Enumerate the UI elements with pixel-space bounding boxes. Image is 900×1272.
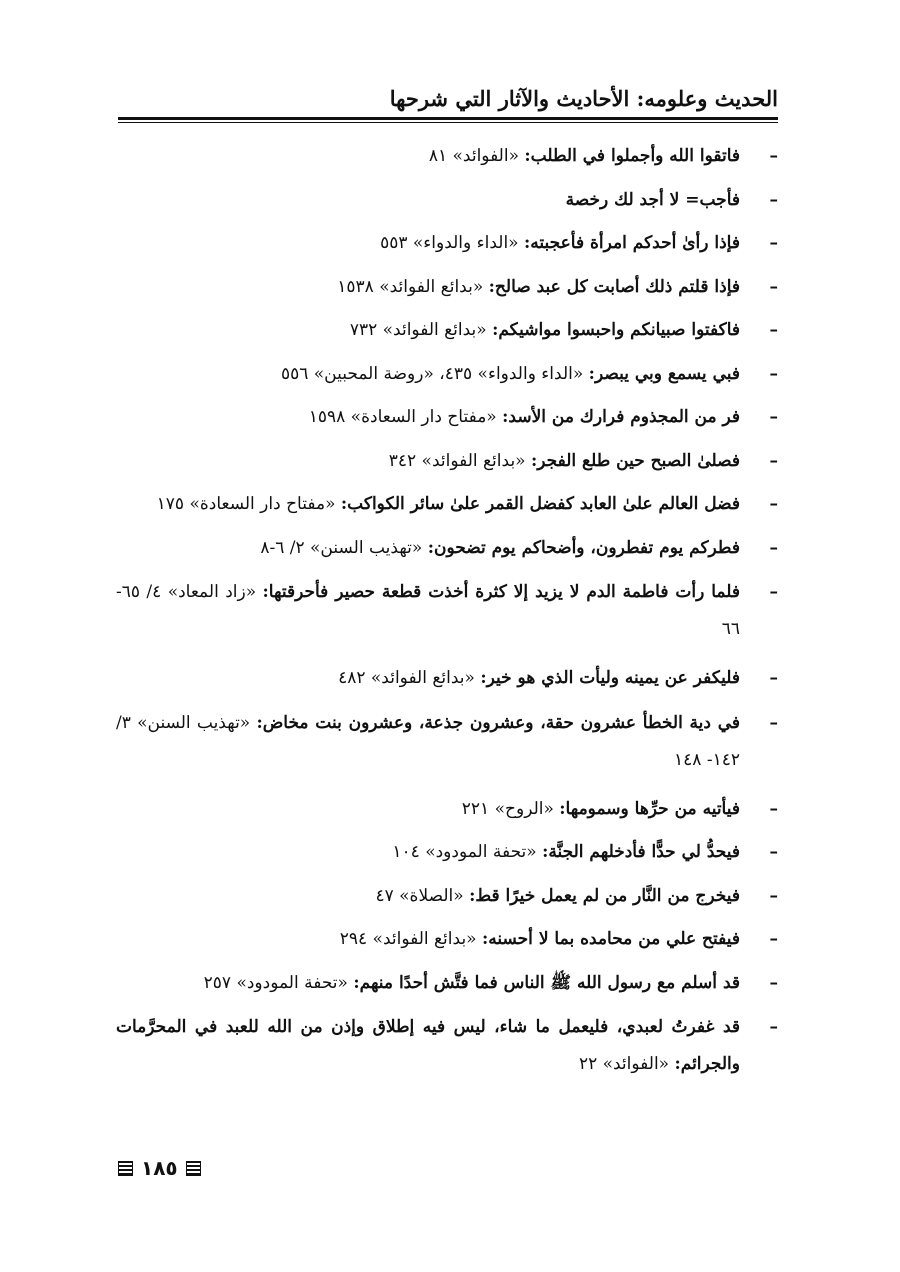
list-item <box>116 267 778 311</box>
hadith-text: فإذا رأىٰ أحدكم امرأة فأعجبته: <box>524 233 740 253</box>
hadith-text: فاتقوا الله وأجملوا في الطلب: <box>524 146 740 166</box>
ornament-icon <box>118 1161 133 1176</box>
hadith-text: فيفتح علي من محامده بما لا أحسنه: <box>481 929 740 949</box>
bullet-dash: – <box>769 146 778 166</box>
list-item <box>116 180 778 224</box>
header-rule-thin <box>118 122 778 123</box>
page-footer <box>118 1156 201 1180</box>
list-item <box>116 223 778 267</box>
ornament-icon <box>186 1161 201 1176</box>
list-item <box>116 1006 778 1093</box>
bullet-dash: – <box>769 712 778 733</box>
bullet-dash: – <box>769 494 778 514</box>
reference-text: «بدائع الفوائد» ٤٨٢ <box>338 668 475 688</box>
bullet-dash: – <box>769 1017 778 1037</box>
reference-text: «بدائع الفوائد» ٢٩٤ <box>339 929 477 949</box>
bullet-dash: – <box>769 972 778 993</box>
list-item <box>116 441 778 485</box>
reference-text: «تحفة المودود» ١٠٤ <box>392 842 537 862</box>
list-item <box>116 832 778 876</box>
bullet-dash: – <box>769 363 778 384</box>
list-item <box>116 484 778 528</box>
reference-text: «زاد المعاد» ٤/ ٦٥- ٦٦ <box>116 582 740 639</box>
hadith-text: فيخرج من النَّار من لم يعمل خيرًا قط: <box>469 885 740 906</box>
reference-text: «الفوائد» ٨١ <box>428 146 519 166</box>
hadith-text: فيأتيه من حرِّها وسمومها: <box>559 798 740 819</box>
list-item <box>116 310 778 354</box>
list-item <box>116 702 778 789</box>
bullet-dash: – <box>769 668 778 688</box>
reference-text: «مفتاح دار السعادة» ١٥٩٨ <box>308 407 497 427</box>
reference-text: «تهذيب السنن» ٢/ ٦-٨ <box>260 537 423 558</box>
bullet-dash: – <box>769 450 778 471</box>
list-item <box>116 789 778 833</box>
bullet-dash: – <box>769 582 778 602</box>
list-item <box>116 136 778 180</box>
reference-text: «بدائع الفوائد» ٧٣٢ <box>349 320 487 340</box>
running-header-title: الحديث وعلومه: الأحاديث والآثار التي شرحها <box>389 86 778 111</box>
list-item <box>116 397 778 441</box>
hadith-text: فر من المجذوم فرارك من الأسد: <box>502 407 740 427</box>
reference-text: «الداء والدواء» ٤٣٥، «روضة المحبين» ٥٥٦ <box>280 363 584 384</box>
bullet-dash: – <box>769 842 778 862</box>
hadith-index-list <box>116 136 778 1093</box>
list-item <box>116 919 778 963</box>
hadith-text: فيحدُّ لي حدًّا فأدخلهم الجنَّة: <box>542 842 740 862</box>
reference-text: «مفتاح دار السعادة» ١٧٥ <box>156 494 336 514</box>
reference-text: «الروح» ٢٢١ <box>461 798 554 819</box>
bullet-dash: – <box>769 885 778 906</box>
hadith-text: فاكفتوا صبيانكم واحبسوا مواشيكم: <box>492 320 740 340</box>
reference-text: «الفوائد» ٢٢ <box>578 1054 670 1074</box>
reference-text: «تحفة المودود» ٢٥٧ <box>203 972 348 993</box>
bullet-dash: – <box>769 233 778 253</box>
bullet-dash: – <box>769 798 778 819</box>
hadith-text: فليكفر عن يمينه وليأت الذي هو خير: <box>480 668 740 688</box>
list-item <box>116 963 778 1007</box>
list-item <box>116 658 778 702</box>
hadith-text: قد غفرتُ لعبدي، فليعمل ما شاء، ليس فيه إطلاق وإذن من الله للعبد في المحرَّمات والجرائم: <box>116 1017 740 1074</box>
hadith-text: فبي يسمع وبي يبصر: <box>588 363 740 384</box>
reference-text: «بدائع الفوائد» ٣٤٢ <box>388 450 526 471</box>
reference-text: «الصلاة» ٤٧ <box>375 885 464 906</box>
hadith-text: فصلىٰ الصبح حين طلع الفجر: <box>530 450 740 471</box>
bullet-dash: – <box>769 929 778 949</box>
reference-text: «تهذيب السنن» ٣/ ١٤٢- ١٤٨ <box>116 712 740 770</box>
bullet-dash: – <box>769 537 778 558</box>
page-number: ١٨٥ <box>141 1156 178 1180</box>
hadith-text: فإذا قلتم ذلك أصابت كل عبد صالح: <box>488 276 740 297</box>
reference-text: «بدائع الفوائد» ١٥٣٨ <box>337 276 484 297</box>
hadith-text: فلما رأت فاطمة الدم لا يزيد إلا كثرة أخذت قطعة حصير فأحرقتها: <box>262 582 740 602</box>
hadith-text: قد أسلم مع رسول الله ﷺ الناس فما فتَّش أحدًا منهم: <box>353 972 740 993</box>
bullet-dash: – <box>769 407 778 427</box>
list-item <box>116 876 778 920</box>
header-rule-thick <box>118 117 778 120</box>
reference-text: «الداء والدواء» ٥٥٣ <box>380 233 519 253</box>
list-item <box>116 354 778 398</box>
hadith-text: فضل العالم علىٰ العابد كفضل القمر علىٰ سائر الكواكب: <box>340 494 740 514</box>
hadith-text: في دية الخطأ عشرون حقة، وعشرون جذعة، وعشرون بنت مخاض: <box>256 712 741 733</box>
bullet-dash: – <box>769 189 778 210</box>
bullet-dash: – <box>769 320 778 340</box>
list-item <box>116 571 778 658</box>
bullet-dash: – <box>769 276 778 297</box>
hadith-text: فطركم يوم تفطرون، وأضحاكم يوم تضحون: <box>427 537 740 558</box>
list-item <box>116 528 778 572</box>
hadith-text: فأجب= لا أجد لك رخصة <box>565 189 740 210</box>
